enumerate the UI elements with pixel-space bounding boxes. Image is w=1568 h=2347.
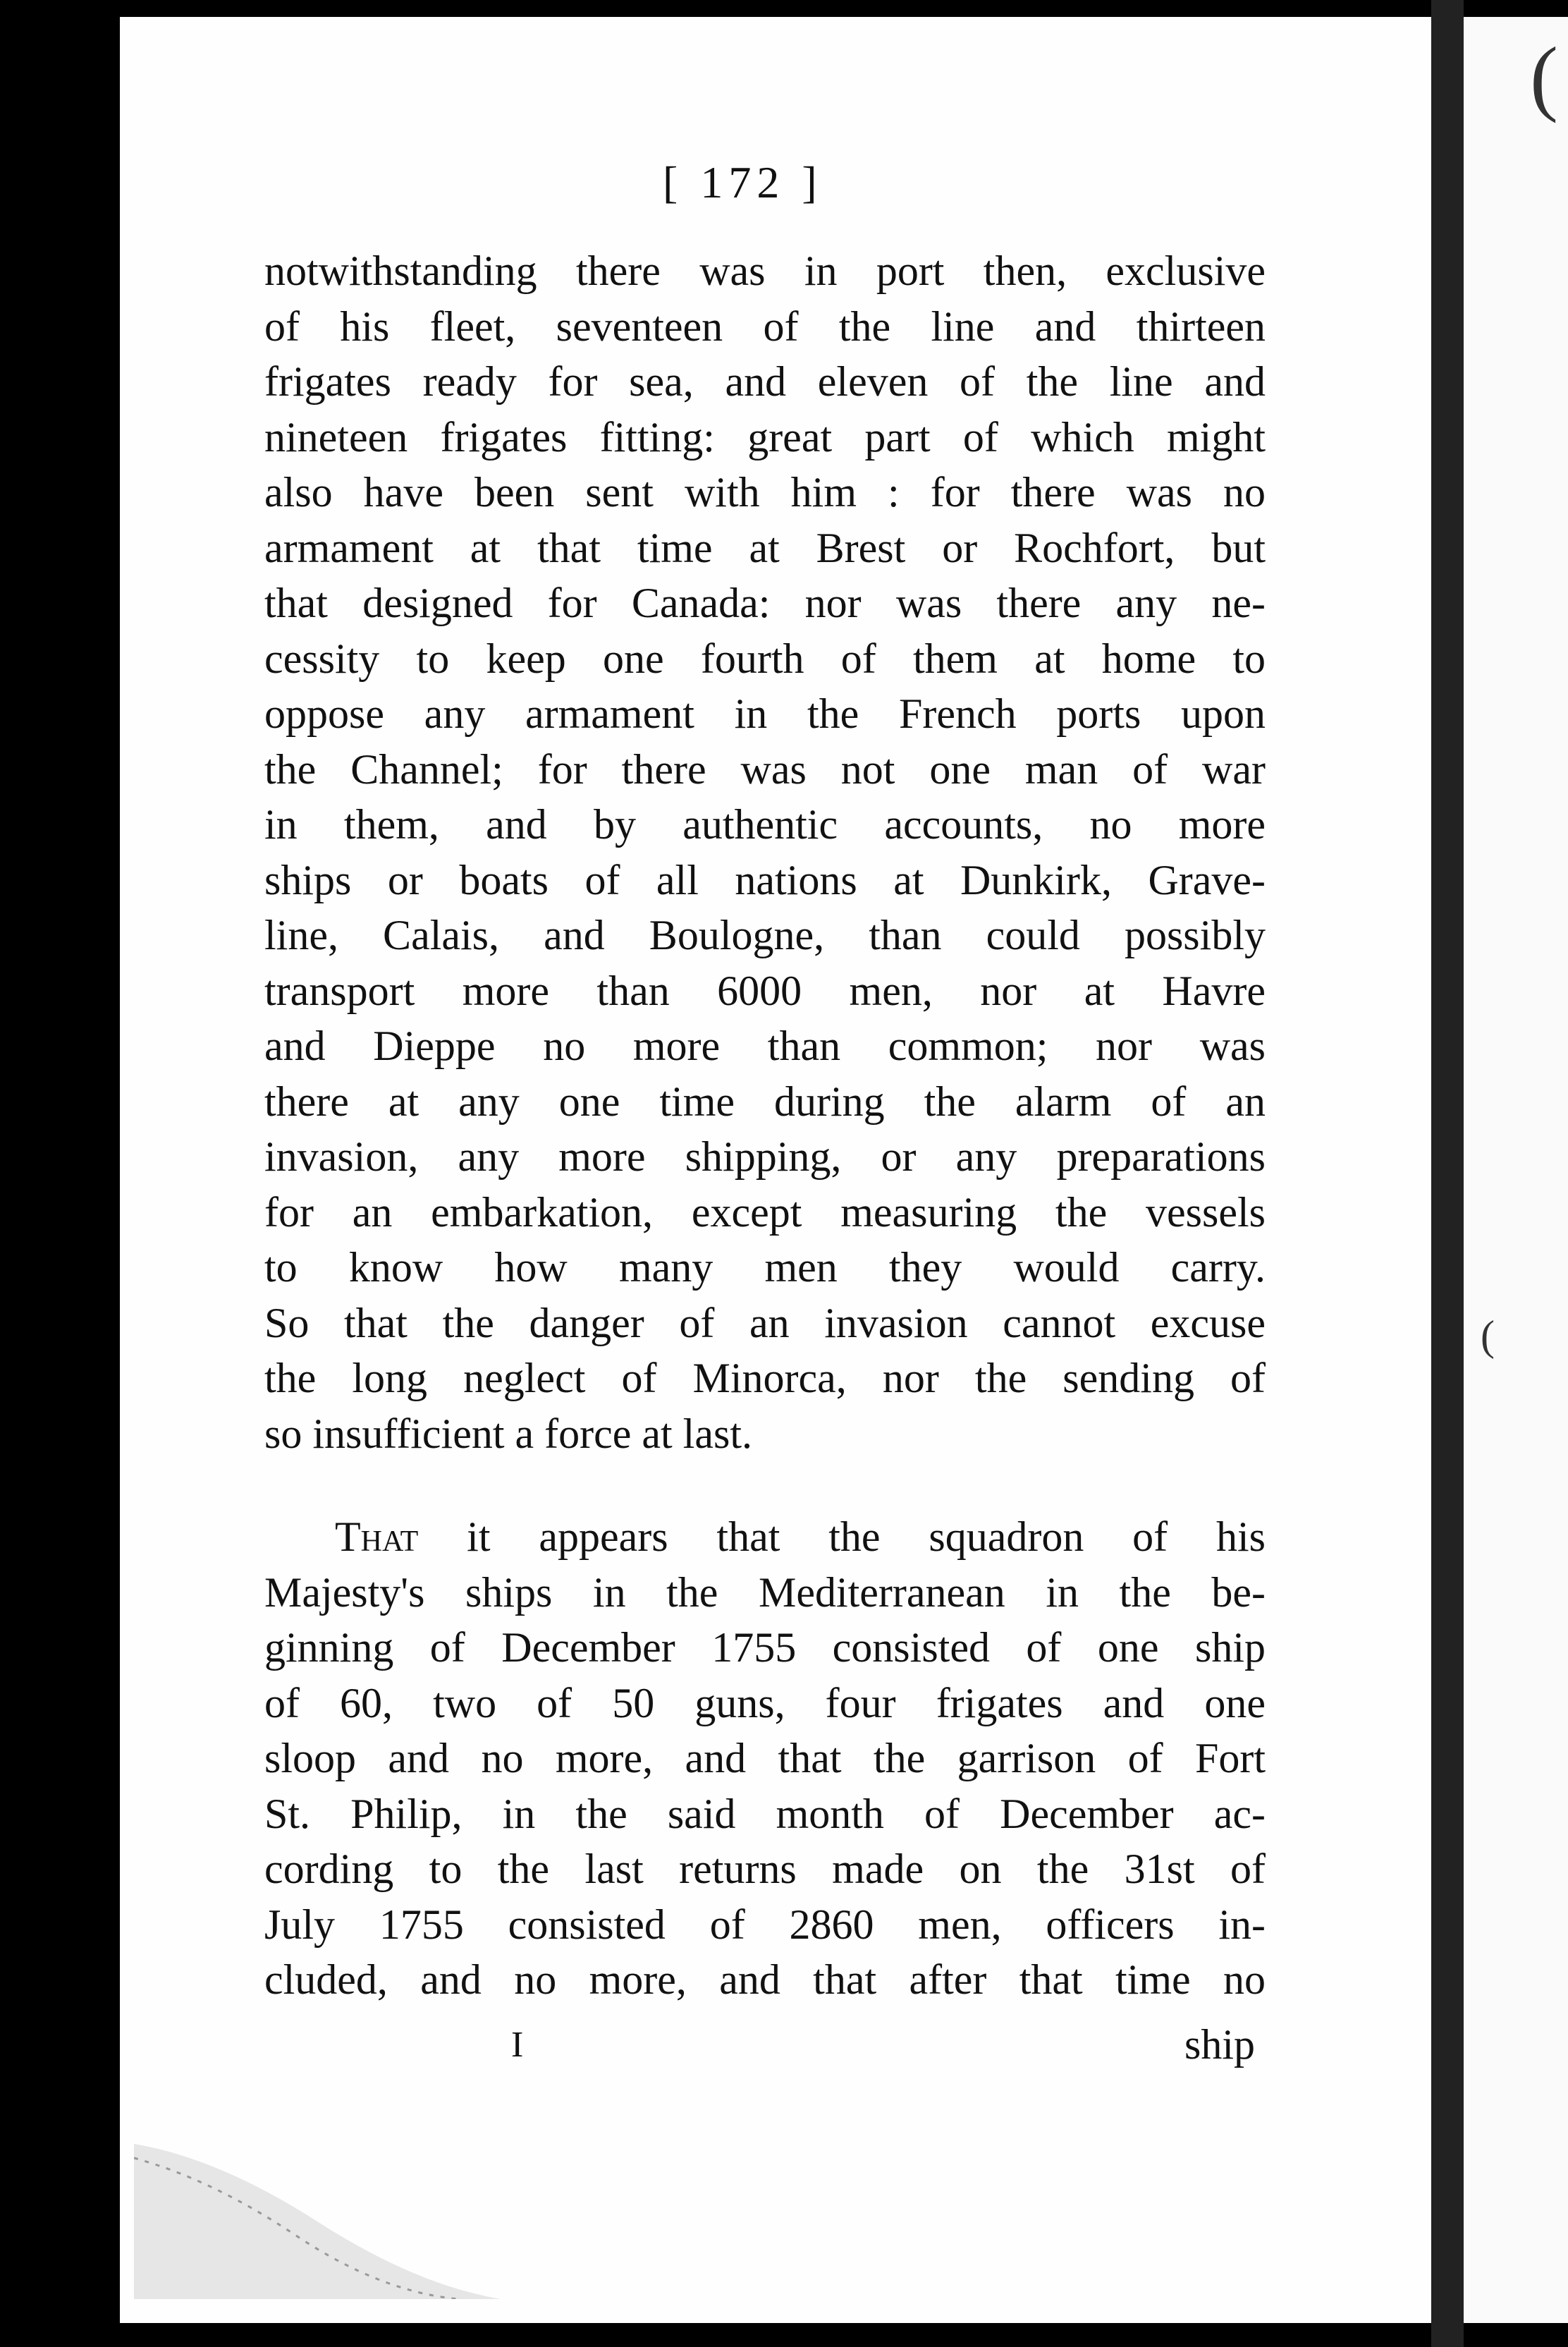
gutter-shadow	[1431, 0, 1464, 2347]
text-line: So that the danger of an invasion cannot excuse	[264, 1299, 1266, 1346]
page-stain	[134, 2116, 501, 2299]
text-line: the long neglect of Minorca, nor the sending of	[264, 1355, 1266, 1401]
text-line: July 1755 consisted of 2860 men, officers in-	[264, 1901, 1266, 1948]
adjacent-page-bracket: (	[1530, 30, 1558, 123]
text-line: of 60, two of 50 guns, four frigates and one	[264, 1679, 1266, 1726]
text-line: cluded, and no more, and that after that time no	[264, 1956, 1266, 2003]
text-line-first	[264, 1509, 1266, 1565]
catchword: ship	[1184, 2021, 1256, 2068]
paragraph-initial-word: That	[335, 1513, 419, 1560]
paragraph-2	[264, 1509, 1266, 2008]
text-line: invasion, any more shipping, or any preparations	[264, 1133, 1266, 1180]
text-line: nineteen frigates fitting: great part of which might	[264, 413, 1266, 461]
text-line: ginning of December 1755 consisted of one ship	[264, 1624, 1266, 1671]
text-line: of his fleet, seventeen of the line and thirteen	[264, 303, 1266, 350]
left-margin-shadow	[0, 0, 120, 2347]
signature-mark: I	[511, 2025, 524, 2065]
text-line: and Dieppe no more than common; nor was	[264, 1023, 1266, 1069]
text-line: in them, and by authentic accounts, no more	[264, 801, 1266, 848]
adjacent-page-edge	[1464, 17, 1568, 2323]
text-line: that designed for Canada: nor was there any ne-	[264, 580, 1266, 626]
text-line: Majesty's ships in the Mediterranean in the be-	[264, 1568, 1266, 1616]
text-line: sloop and no more, and that the garrison of Fort	[264, 1735, 1266, 1781]
text-line: St. Philip, in the said month of December ac-	[264, 1790, 1266, 1837]
text-line: line, Calais, and Boulogne, than could possibly	[264, 912, 1266, 958]
text-line: there at any one time during the alarm of an	[264, 1078, 1266, 1125]
text-line: oppose any armament in the French ports upon	[264, 690, 1266, 737]
text-line: to know how many men they would carry.	[264, 1244, 1266, 1291]
text-line: the Channel; for there was not one man of war	[264, 745, 1266, 793]
text-line: for an embarkation, except measuring the vessels	[264, 1188, 1266, 1236]
adjacent-page-mark: (	[1481, 1312, 1495, 1359]
text-line: so insufficient a force at last.	[264, 1410, 752, 1457]
text-line: ships or boats of all nations at Dunkirk, Grave-	[264, 856, 1266, 903]
stain-shape	[134, 2144, 501, 2299]
text-line: cording to the last returns made on the 31st of	[264, 1846, 1266, 1892]
text-line: transport more than 6000 men, nor at Havre	[264, 967, 1266, 1014]
text-line: armament at that time at Brest or Rochfort, but	[264, 524, 1266, 571]
text-line: frigates ready for sea, and eleven of the line and	[264, 358, 1266, 405]
text-line: also have been sent with him : for there was no	[264, 469, 1266, 516]
page-number-header: [ 172 ]	[663, 157, 823, 207]
text-line-rest: it appears that the squadron of his	[418, 1513, 1266, 1560]
paragraph-1	[264, 243, 1266, 1461]
text-line: cessity to keep one fourth of them at home to	[264, 635, 1266, 682]
text-line: notwithstanding there was in port then, exclusive	[264, 248, 1266, 294]
